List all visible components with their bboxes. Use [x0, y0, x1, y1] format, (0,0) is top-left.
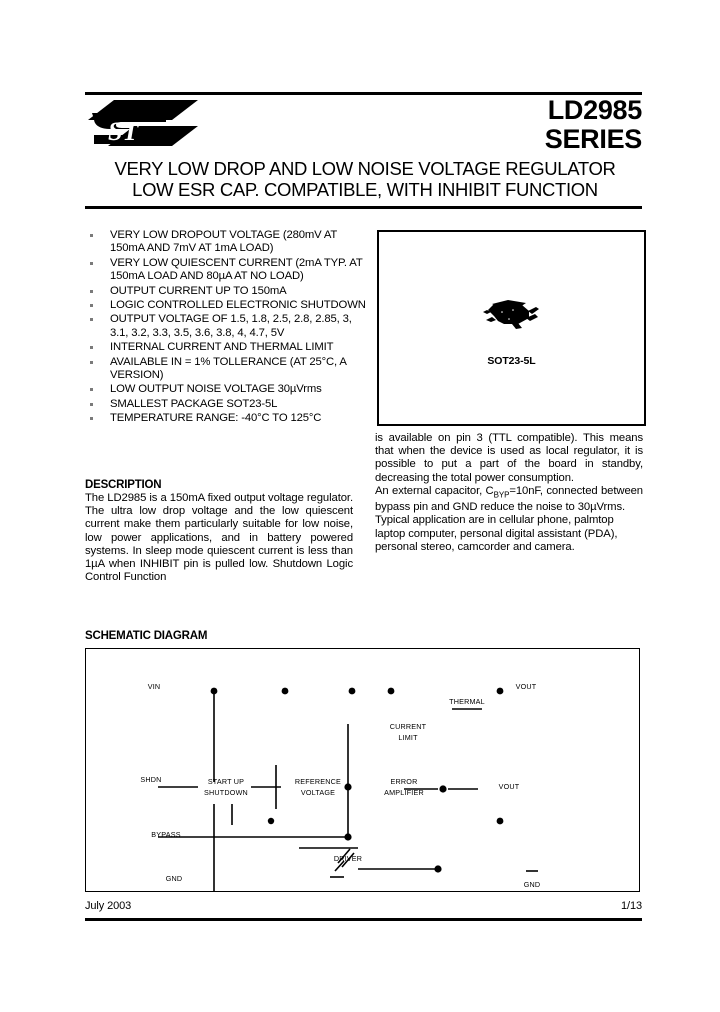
bullet-icon [90, 304, 93, 307]
list-item [86, 313, 368, 340]
bullet-icon [90, 388, 93, 391]
feature-text: OUTPUT VOLTAGE OF 1.5, 1.8, 2.5, 2.8, 2.85, 3, 3.1, 3.2, 3.3, 3.5, 3.6, 3.8, 4, 4.7, 5V [110, 313, 352, 339]
list-item [86, 257, 368, 284]
sot23-5l-package-image [482, 290, 542, 332]
feature-text: VERY LOW DROPOUT VOLTAGE (280mV AT 150mA AND 7mV AT 1mA LOAD) [110, 229, 337, 255]
schematic-label-thermal: THERMAL [449, 697, 485, 706]
page-title [85, 158, 645, 200]
description-body: The LD2985 is a 150mA fixed output voltage regulator. The ultra low drop voltage and the low quiescent current make them particularly suitable for low noise, low power applications, and in battery powered systems. In sleep mode quiescent current is less than 1µA when INHIBIT pin is pulled low. Shutdown Logic Control Function [85, 492, 353, 584]
part-number: LD2985 [547, 95, 642, 125]
bullet-icon [90, 403, 93, 406]
feature-text: TEMPERATURE RANGE: -40°C TO 125°C [110, 412, 322, 425]
package-figure [377, 230, 646, 426]
registered-mark-icon: ® [166, 130, 172, 137]
junction-dot [344, 783, 351, 790]
part-number-heading [545, 96, 642, 154]
feature-text: VERY LOW QUIESCENT CURRENT (2mA TYP. AT 150mA LOAD AND 80µA AT NO LOAD) [110, 256, 363, 283]
bullet-icon [90, 318, 93, 321]
junction-dot [268, 818, 274, 824]
schematic-heading: SCHEMATIC DIAGRAM [85, 630, 208, 642]
schematic-label-bypass: BYPASS [151, 830, 181, 839]
junction-dot [344, 833, 351, 840]
feature-text: SMALLEST PACKAGE SOT23-5L [110, 397, 278, 410]
svg-text:ST: ST [108, 117, 139, 146]
list-item [86, 383, 368, 396]
right-paragraph-1: is available on pin 3 (TTL compatible). This means that when the device is used as local regulator, it is possible to put a part of the board in standby, decreasing the total power consumption. [375, 432, 643, 484]
schematic-label-reference-1: REFERENCE [294, 777, 342, 786]
list-item [86, 285, 368, 298]
features-list [86, 229, 368, 427]
schematic-label-erroramp-1: ERROR [390, 777, 418, 786]
schematic-label-startup-1: START UP [207, 777, 245, 786]
junction-dot [497, 818, 504, 825]
description-heading: DESCRIPTION [85, 479, 162, 491]
schematic-label-reference-2: VOLTAGE [300, 788, 336, 797]
schematic-label-vout: VOUT [515, 682, 537, 691]
schematic-label-vin: VIN [147, 682, 161, 691]
schematic-label-vout-node: VOUT [498, 782, 520, 791]
bullet-icon [90, 346, 93, 349]
list-item [86, 398, 368, 411]
schematic-label-erroramp-2: AMPLIFIER [384, 788, 424, 797]
junction-dot [439, 785, 446, 792]
schematic-label-current-2: LIMIT [398, 733, 418, 742]
junction-dot [349, 688, 356, 695]
bullet-icon [90, 234, 93, 237]
junction-dot [497, 688, 504, 695]
junction-dot [211, 688, 218, 695]
schematic-label-driver: DRIVER [333, 854, 363, 863]
schematic-figure [85, 648, 640, 892]
right-paragraph-3: Typical application are in cellular phone, palmtop laptop computer, personal digital assistant (PDA), personal stereo, camcorder and camera. [375, 514, 618, 553]
feature-text: AVAILABLE IN = 1% TOLLERANCE (AT 25°C, A VERSION) [110, 355, 347, 382]
bullet-icon [90, 290, 93, 293]
list-item [86, 412, 368, 425]
package-label: SOT23-5L [487, 355, 536, 367]
bullet-icon [90, 262, 93, 265]
feature-text: INTERNAL CURRENT AND THERMAL LIMIT [110, 341, 334, 354]
bullet-icon [90, 361, 93, 364]
junction-dot [388, 688, 395, 695]
schematic-label-gnd-right: GND [523, 880, 541, 889]
right-paragraph-2 [375, 485, 643, 515]
feature-text: LOW OUTPUT NOISE VOLTAGE 30µVrms [110, 383, 322, 396]
page-title-line2: LOW ESR CAP. COMPATIBLE, WITH INHIBIT FUNCTION [132, 179, 598, 200]
feature-text: OUTPUT CURRENT UP TO 150mA [110, 284, 287, 297]
footer-page-number: 1/13 [620, 900, 642, 912]
schematic-label-gnd: GND [165, 874, 183, 883]
st-logo [88, 100, 198, 146]
feature-text: LOGIC CONTROLLED ELECTRONIC SHUTDOWN [110, 299, 366, 312]
cap-subscript: BYP [493, 490, 510, 500]
footer-date: July 2003 [85, 900, 132, 912]
part-series: SERIES [544, 124, 642, 154]
schematic-label-startup-2: SHUTDOWN [204, 788, 248, 797]
right-column-text [375, 432, 643, 554]
page-title-line1: VERY LOW DROP AND LOW NOISE VOLTAGE REGULATOR [114, 158, 616, 179]
bullet-icon [90, 417, 93, 420]
schematic-label-current-1: CURRENT [389, 722, 427, 731]
header-bottom-rule [85, 206, 642, 209]
list-item [86, 229, 368, 256]
list-item [86, 341, 368, 354]
cap-text-pre: An external capacitor, C [375, 484, 494, 497]
cap-text-post: =10nF, connected between bypass pin and GND reduce the noise to 30µVrms. [375, 484, 643, 514]
schematic-diagram-svg [86, 649, 639, 891]
junction-dot [282, 688, 289, 695]
junction-dot [434, 865, 441, 872]
list-item [86, 356, 368, 383]
footer-rule [85, 918, 642, 921]
list-item [86, 299, 368, 312]
schematic-label-shdn: SHDN [140, 775, 162, 784]
